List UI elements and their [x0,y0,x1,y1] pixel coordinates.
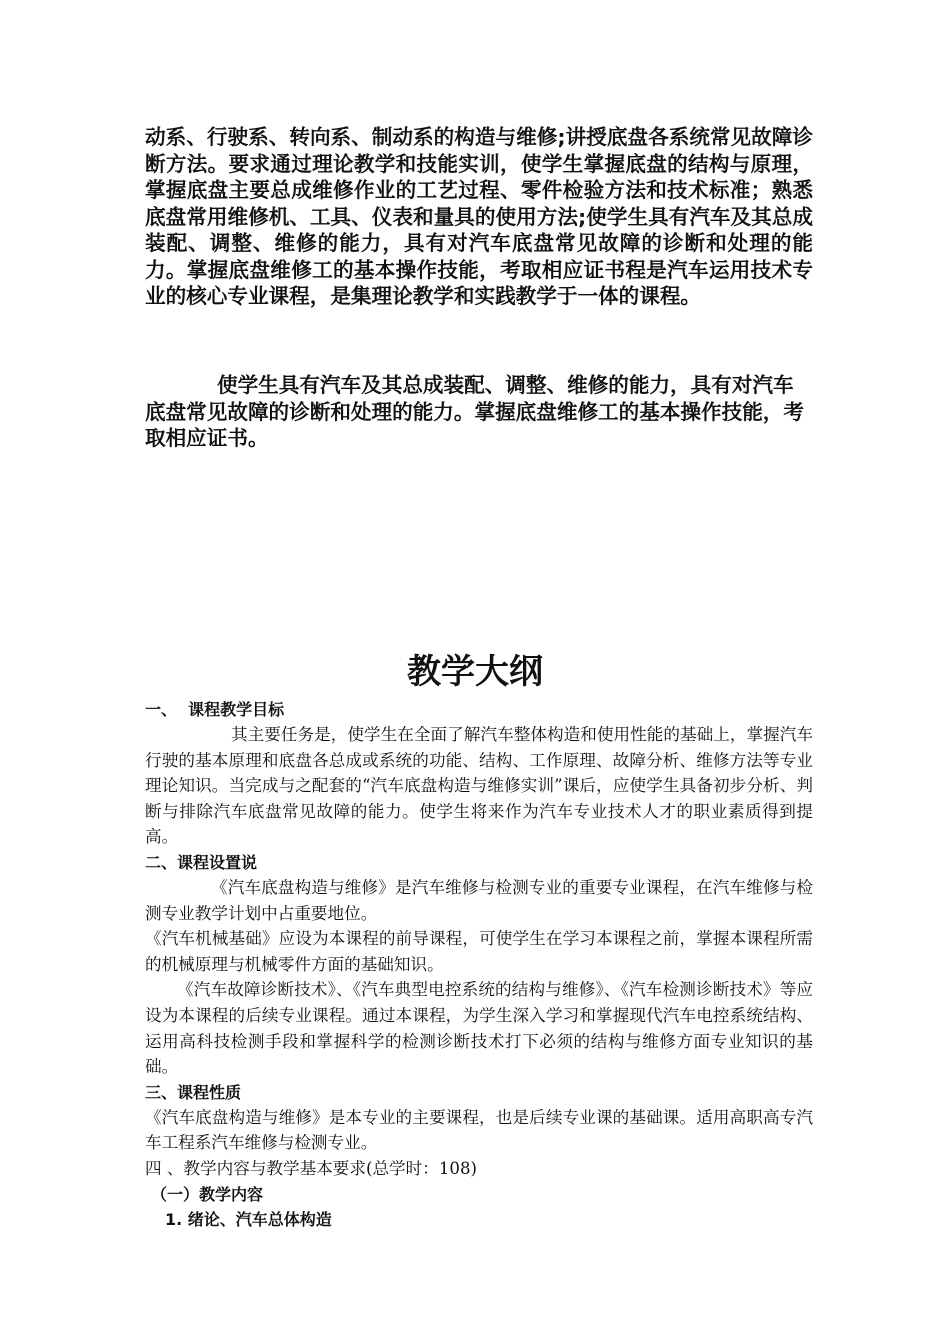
section4-subheading: （一）教学内容 [151,1184,264,1204]
section3-paragraph: 《汽车底盘构造与维修》是本专业的主要课程，也是后续专业课的基础课。适用高职高专汽车工程系汽车维修与检测专业。 [145,1107,813,1153]
syllabus-body [145,697,813,1232]
page-title: 教学大纲 [407,652,543,692]
section2-heading: 二、课程设置说 [145,852,258,872]
section4-item1: 1. 绪论、汽车总体构造 [165,1209,332,1229]
section1-paragraph: 其主要任务是，使学生在全面了解汽车整体构造和使用性能的基础上，掌握汽车行驶的基本原理和底盘各总成或系统的功能、结构、工作原理、故障分析、维修方法等专业理论知识。当完成与之配套的“汽车底盘构造与维修实训”课后，应使学生具备初步分析、判断与排除汽车底盘常见故障的能力。使学生将来作为汽车专业技术人才的职业素质得到提高。 [145,725,813,847]
section3-heading: 三、课程性质 [145,1082,242,1102]
section1-heading: 一、 课程教学目标 [145,700,285,719]
section2-paragraph3: 《汽车故障诊断技术》、《汽车典型电控系统的结构与维修》、《汽车检测诊断技术》等应设为本课程的后续专业课程。通过本课程，为学生深入学习和掌握现代汽车电控系统结构、运用高科技检测手段和掌握科学的检测诊断技术打下必须的结构与维修方面专业知识的基础。 [145,980,813,1077]
intro-paragraph: 动系、行驶系、转向系、制动系的构造与维修;讲授底盘各系统常见故障诊断方法。要求通过理论教学和技能实训，使学生掌握底盘的结构与原理，掌握底盘主要总成维修作业的工艺过程、零件检验方法和技术标准；熟悉底盘常用维修机、工具、仪表和量具的使用方法;使学生具有汽车及其总成装配、调整、维修的能力，具有对汽车底盘常见故障的诊断和处理的能力。掌握底盘维修工的基本操作技能，考取相应证书程是汽车运用技术专业的核心专业课程，是集理论教学和实践教学于一体的课程。 [145,125,813,308]
section2-paragraph2: 《汽车机械基础》应设为本课程的前导课程，可使学生在学习本课程之前，掌握本课程所需的机械原理与机械零件方面的基础知识。 [145,929,813,974]
goal-paragraph: 使学生具有汽车及其总成装配、调整、维修的能力，具有对汽车底盘常见故障的诊断和处理的能力。掌握底盘维修工的基本操作技能，考取相应证书。 [145,373,804,450]
section4-heading: 四 、教学内容与教学基本要求(总学时：108) [145,1158,477,1178]
section2-paragraph1: 《汽车底盘构造与维修》是汽车维修与检测专业的重要专业课程，在汽车维修与检测专业教学计划中占重要地位。 [145,877,813,923]
